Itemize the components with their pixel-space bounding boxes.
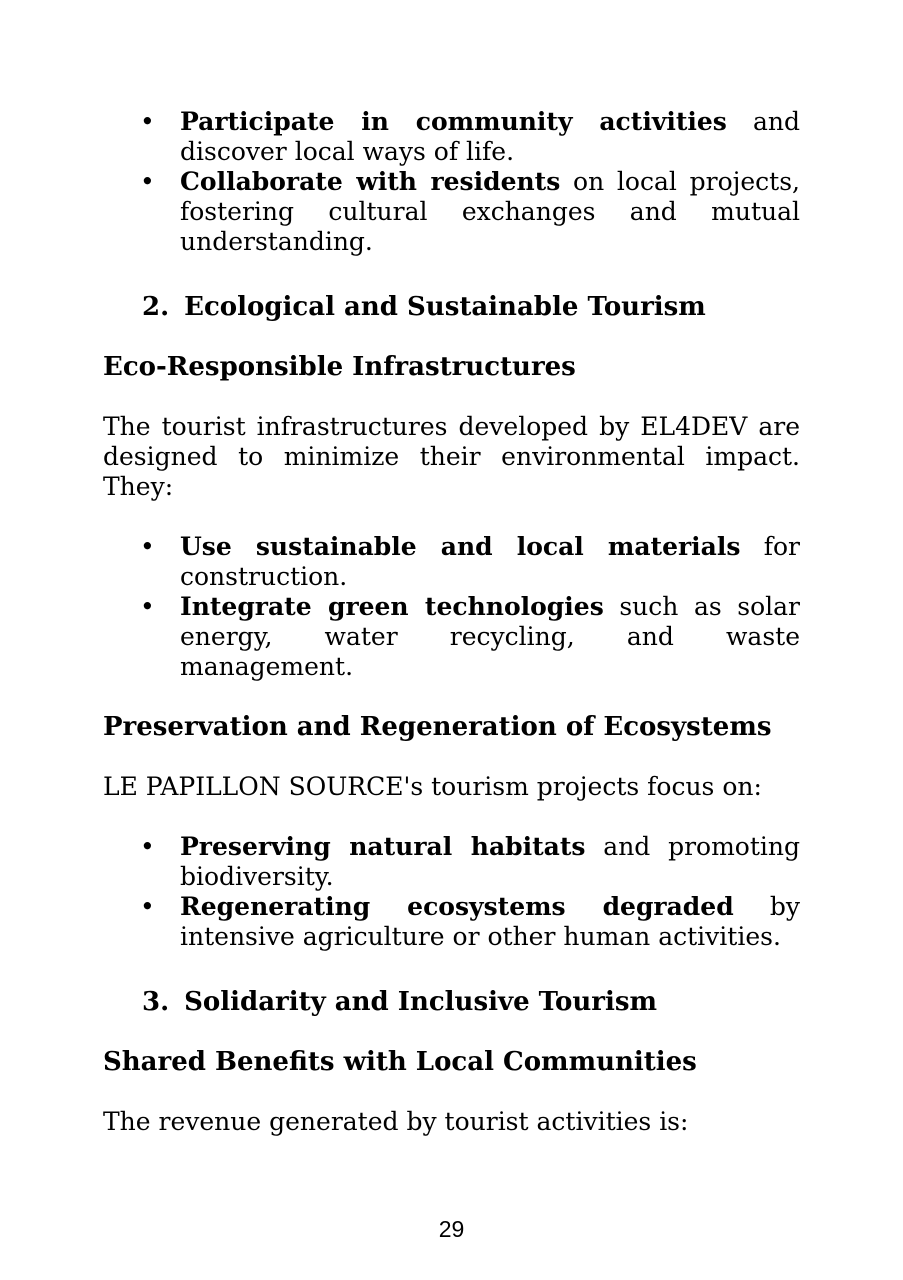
section-title: Ecological and Sustainable Tourism — [184, 292, 706, 322]
list-item-text: by intensive agriculture or other human activities. — [180, 892, 800, 951]
list-item-text: such as solar energy, water recycling, and waste management. — [180, 592, 800, 681]
subsection-heading-eco-responsible: Eco-Responsible Infrastructures — [103, 352, 576, 382]
section-heading-3 — [142, 987, 800, 1017]
paragraph-infrastructures: The tourist infrastructures developed by EL4DEV are designed to minimize their environmental impact. They: — [103, 412, 800, 501]
list-item — [180, 892, 800, 952]
list-item-bold-text: Preserving natural habitats — [180, 832, 586, 861]
paragraph-revenue: The revenue generated by tourist activities is: — [103, 1107, 689, 1136]
list-item — [180, 107, 800, 167]
preservation-bullet-list — [103, 832, 800, 952]
eco-bullet-list — [103, 532, 800, 682]
section-heading-2 — [142, 292, 800, 322]
intro-bullet-list — [103, 107, 800, 257]
list-item-text: for construction. — [180, 532, 800, 591]
subsection-heading-preservation: Preservation and Regeneration of Ecosystems — [103, 712, 772, 742]
section-number: 3. — [142, 987, 170, 1017]
list-item-bold-text: Regenerating ecosystems degraded — [180, 892, 734, 921]
section-number: 2. — [142, 292, 170, 322]
page-number: 29 — [438, 1216, 465, 1242]
list-item-text: and promoting biodiversity. — [180, 832, 800, 891]
list-item — [180, 167, 800, 257]
list-item-bold-text: Collaborate with residents — [180, 167, 561, 196]
list-item — [180, 532, 800, 592]
list-item-bold-text: Integrate green technologies — [180, 592, 604, 621]
list-item-text: and discover local ways of life. — [180, 107, 800, 166]
section-title: Solidarity and Inclusive Tourism — [184, 987, 658, 1017]
subsection-heading-shared-benefits: Shared Benefits with Local Communities — [103, 1047, 697, 1077]
paragraph-papillon-source: LE PAPILLON SOURCE's tourism projects focus on: — [103, 772, 762, 801]
list-item — [180, 592, 800, 682]
list-item-bold-text: Participate in community activities — [180, 107, 727, 136]
list-item — [180, 832, 800, 892]
list-item-text: on local projects, fostering cultural exchanges and mutual understanding. — [180, 167, 800, 256]
list-item-bold-text: Use sustainable and local materials — [180, 532, 741, 561]
